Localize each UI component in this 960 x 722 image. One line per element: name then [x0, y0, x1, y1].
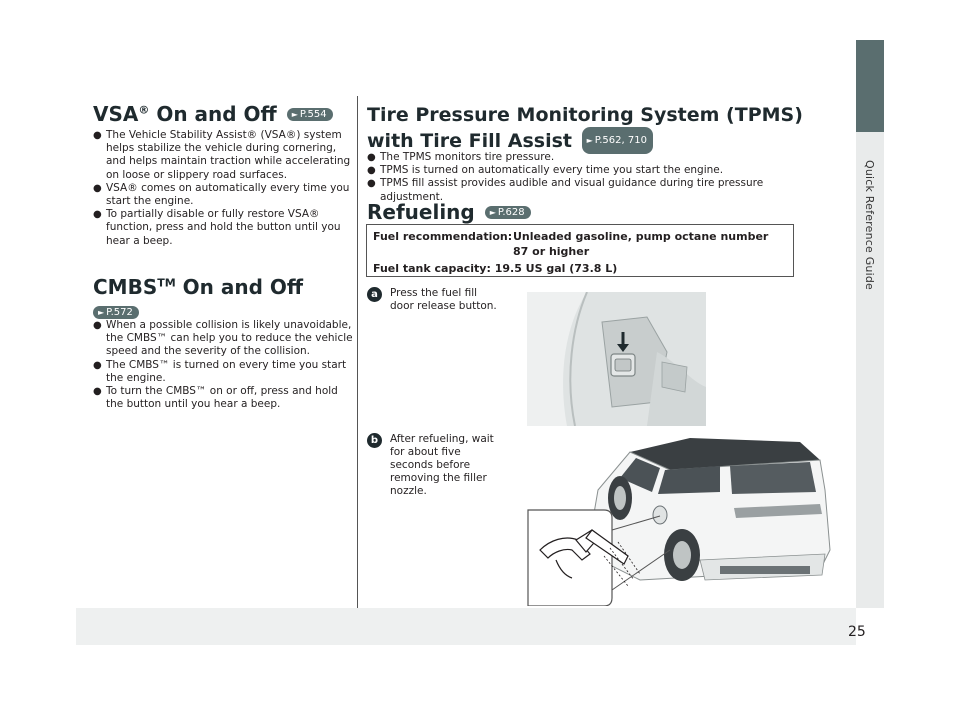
cmbs-bullet-list	[93, 319, 355, 411]
footer-band	[76, 608, 856, 645]
step-marker: b	[367, 433, 382, 448]
vsa-page-ref[interactable]: ► P.554	[287, 108, 333, 121]
step-text: After refueling, wait for about five seconds before removing the filler nozzle.	[390, 433, 494, 497]
fuel-door-release-illustration	[527, 292, 706, 426]
list-item: ● TPMS fill assist provides audible and visual guidance during tire pressure adjustment.	[367, 177, 797, 203]
tpms-bullet-list	[367, 151, 797, 204]
list-item: ● The TPMS monitors tire pressure.	[367, 151, 797, 164]
arrow-right-icon: ►	[586, 136, 593, 145]
tpms-heading: Tire Pressure Monitoring System (TPMS) with Tire Fill Assist ► P.562, 710	[367, 104, 803, 152]
fuel-tank-capacity: Fuel tank capacity: 19.5 US gal (73.8 L)	[373, 262, 618, 275]
step-marker: a	[367, 287, 382, 302]
list-item: ● VSA® comes on automatically every time you start the engine.	[93, 182, 355, 208]
list-item: ● The CMBS™ is turned on every time you start the engine.	[93, 359, 355, 385]
arrow-right-icon: ►	[489, 208, 496, 217]
step-text: Press the fuel fill door release button.	[390, 287, 497, 312]
side-tab-accent	[856, 40, 884, 132]
list-item: ● The Vehicle Stability Assist® (VSA®) system helps stabilize the vehicle during cornering, and helps maintain traction while accelerating on loose or slippery road surfaces.	[93, 129, 355, 182]
tpms-page-ref[interactable]: ► P.562, 710	[582, 127, 653, 154]
list-item: ● TPMS is turned on automatically every time you start the engine.	[367, 164, 797, 177]
vsa-bullet-list	[93, 129, 355, 248]
cmbs-heading: CMBS™ On and Off	[93, 275, 304, 299]
arrow-right-icon: ►	[98, 308, 105, 317]
cmbs-page-ref[interactable]: ► P.572	[93, 306, 139, 319]
refueling-heading: Refueling ► P.628	[367, 201, 531, 223]
fuel-info-box	[366, 224, 794, 277]
fuel-recommendation-label: Fuel recommendation:	[373, 230, 513, 243]
column-divider	[357, 96, 358, 608]
list-item: ● To partially disable or fully restore VSA® function, press and hold the button until you hear a beep.	[93, 208, 355, 248]
side-section-label: Quick Reference Guide	[863, 160, 876, 290]
refueling-page-ref[interactable]: ► P.628	[485, 206, 531, 219]
page-number: 25	[848, 624, 866, 640]
list-item: ● When a possible collision is likely unavoidable, the CMBS™ can help you to reduce the vehicle speed and the severity of the collision.	[93, 319, 355, 359]
fuel-recommendation-value: Unleaded gasoline, pump octane number 87 or higher	[513, 230, 769, 258]
refueling-car-illustration	[520, 430, 842, 606]
vsa-heading: VSA® On and Off ► P.554	[93, 103, 333, 125]
list-item: ● To turn the CMBS™ on or off, press and hold the button until you hear a beep.	[93, 385, 355, 411]
arrow-right-icon: ►	[291, 110, 298, 119]
